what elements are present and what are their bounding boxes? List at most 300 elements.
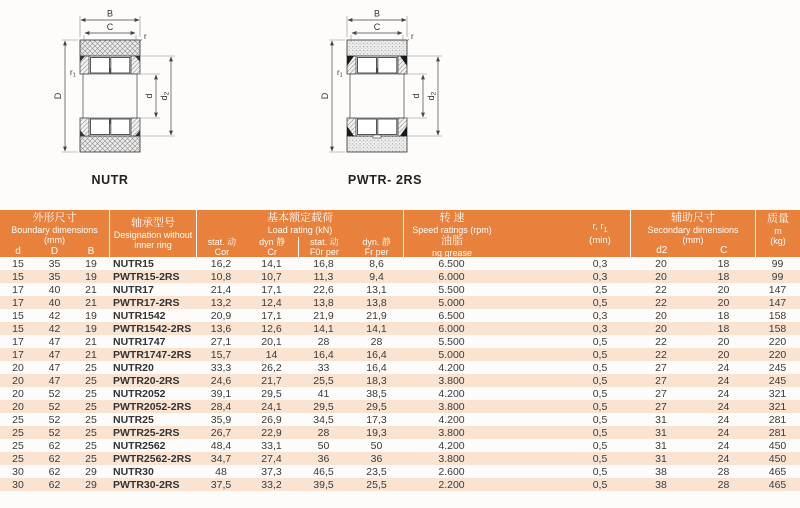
value-cell: 0,5 [592,426,608,439]
value-cell: 47 [48,348,61,361]
outer-ring-bottom [80,136,140,152]
value-cell: 42 [48,322,61,335]
value-cell: 6.500 [438,257,465,270]
table-row [0,335,800,348]
value-cell: 19 [85,257,97,270]
dim-label-d2: d2 [159,91,171,101]
designation-cell: NUTR20 [113,361,154,374]
value-cell: 17 [12,283,24,296]
value-cell: 35 [48,270,61,283]
inner-ring-bore [350,74,404,118]
value-cell: 147 [768,283,787,296]
value-cell: 6.500 [438,309,465,322]
dim-label-B: B [373,8,381,19]
dim-label-r1: r1 [70,68,76,79]
value-cell: 15,7 [210,348,232,361]
table-row [0,387,800,400]
header-speed-ratings [403,210,570,257]
value-cell: 29 [85,465,97,478]
value-cell: 52 [48,387,61,400]
value-cell: 62 [48,478,61,491]
value-cell: 29,5 [261,387,282,400]
table-row [0,452,800,465]
outer-ring-top [347,40,407,56]
value-cell: 25 [12,426,24,439]
col-label-B: B [87,246,95,257]
value-cell: 465 [768,478,787,491]
value-cell: 48 [215,465,227,478]
value-cell: 30 [12,465,24,478]
value-cell: 31 [655,439,667,452]
header-designation-en1: Designation without [113,230,193,240]
value-cell: 0,5 [592,348,608,361]
value-cell: 17 [12,348,24,361]
value-cell: 22 [655,335,667,348]
value-cell: 62 [48,465,61,478]
value-cell: 21 [85,296,97,309]
value-cell: 0,3 [592,322,608,335]
header-load-en: Load rating (kN) [267,225,333,235]
bearing-data-table [0,210,800,491]
value-cell: 2.200 [438,478,465,491]
value-cell: 50 [370,439,383,452]
header-speed-en: Speed ratings (rpm) [412,225,492,235]
value-cell: 47 [48,335,61,348]
value-cell: 14,1 [366,322,387,335]
value-cell: 245 [768,361,787,374]
designation-cell: NUTR2562 [113,439,166,452]
value-cell: 34,7 [210,452,232,465]
value-cell: 27,4 [261,452,282,465]
value-cell: 99 [771,270,784,283]
value-cell: 30 [12,478,24,491]
value-cell: 21,9 [366,309,387,322]
value-cell: 25 [12,413,24,426]
value-cell: 26,9 [261,413,282,426]
value-cell: 20 [717,283,730,296]
value-cell: 37,3 [261,465,282,478]
value-cell: 15 [12,257,24,270]
value-cell: 16,8 [313,257,334,270]
designation-cell: PWTR20-2RS [113,374,180,387]
value-cell: 26,7 [210,426,232,439]
dim-label-r1: r1 [337,68,343,79]
value-cell: 12,4 [261,296,282,309]
value-cell: 35 [48,257,61,270]
value-cell: 28 [317,426,330,439]
table-row [0,439,800,452]
inner-ring-bore [83,74,137,118]
value-cell: 5.000 [438,296,465,309]
table-row [0,322,800,335]
value-cell: 22 [655,296,667,309]
header-boundary-zh: 外形尺寸 [32,212,77,224]
value-cell: 29 [85,478,97,491]
value-cell: 16,4 [366,361,387,374]
value-cell: 450 [768,439,787,452]
header-r-label: r, $r_1$ [592,220,608,234]
value-cell: 5.500 [438,335,465,348]
value-cell: 28 [717,478,730,491]
designation-cell: PWTR25-2RS [113,426,180,439]
value-cell: 38 [655,465,667,478]
designation-cell: NUTR25 [113,413,154,426]
outer-ring-top [80,40,140,56]
header-secondary-zh: 辅助尺寸 [671,212,715,224]
value-cell: 6.000 [438,270,465,283]
header-r-min-label: (min) [589,235,611,247]
value-cell: 20 [12,400,24,413]
value-cell: 20 [717,335,730,348]
value-cell: 34,5 [313,413,334,426]
table-row [0,309,800,322]
value-cell: 6.000 [438,322,465,335]
value-cell: 17,1 [261,309,282,322]
value-cell: 25,5 [313,374,334,387]
value-cell: 16,2 [210,257,232,270]
figure-caption-pwtr-2rs: PWTR- 2RS [347,173,423,187]
value-cell: 14 [265,348,278,361]
value-cell: 52 [48,426,61,439]
value-cell: 20 [12,374,24,387]
value-cell: 18 [717,257,730,270]
value-cell: 22,6 [313,283,334,296]
value-cell: 17 [12,296,24,309]
value-cell: 38 [655,478,667,491]
value-cell: 24 [717,400,730,413]
header-mass-unit: (kg) [770,236,786,246]
value-cell: 19 [85,309,97,322]
value-cell: 20 [655,309,667,322]
value-cell: 28 [370,335,383,348]
value-cell: 17 [12,335,24,348]
roller [111,58,130,74]
value-cell: 3.800 [438,400,465,413]
header-load-zh: 基本额定载荷 [267,212,333,224]
value-cell: 21,4 [210,283,232,296]
header-load-subcols [197,237,403,257]
value-cell: 13,1 [366,283,387,296]
value-cell: 21 [85,283,97,296]
value-cell: 0,3 [592,309,608,322]
value-cell: 4.200 [438,439,465,452]
value-cell: 50 [317,439,330,452]
value-cell: 31 [655,413,667,426]
value-cell: 24,6 [210,374,232,387]
value-cell: 158 [768,322,787,335]
value-cell: 20 [12,361,24,374]
value-cell: 41 [317,387,330,400]
value-cell: 24 [717,361,730,374]
value-cell: 25 [85,452,97,465]
value-cell: 48,4 [210,439,232,452]
designation-cell: PWTR30-2RS [113,478,180,491]
header-mass-zh: 质量 [767,213,789,225]
value-cell: 36 [317,452,330,465]
value-cell: 20 [717,348,730,361]
value-cell: 20,1 [261,335,282,348]
value-cell: 0,5 [592,452,608,465]
ext-lines-D [62,40,78,152]
header-speed-zh2: 油脂 [441,235,463,247]
header-speed-en2: ng grease [431,248,473,257]
value-cell: 15 [12,322,24,335]
roller [358,119,377,135]
value-cell: 25 [85,387,97,400]
value-cell: 28 [317,335,330,348]
value-cell: 3.800 [438,452,465,465]
value-cell: 31 [655,426,667,439]
value-cell: 27,1 [210,335,232,348]
value-cell: 20 [655,257,667,270]
value-cell: 16,4 [313,348,334,361]
header-boundary-unit: (mm) [44,235,65,245]
value-cell: 0,5 [592,361,608,374]
value-cell: 321 [768,400,787,413]
value-cell: 0,5 [592,439,608,452]
value-cell: 22 [655,283,667,296]
value-cell: 36 [370,452,383,465]
value-cell: 281 [768,426,787,439]
value-cell: 0,5 [592,478,608,491]
value-cell: 25 [85,439,97,452]
dim-label-d: d [144,93,154,99]
value-cell: 39,1 [210,387,232,400]
table-row [0,283,800,296]
value-cell: 17,1 [261,283,282,296]
header-boundary-dimensions [0,210,109,257]
designation-cell: NUTR17 [113,283,154,296]
designation-cell: PWTR1542-2RS [113,322,192,335]
value-cell: 0,5 [592,465,608,478]
value-cell: 21 [85,335,97,348]
value-cell: 24 [717,439,730,452]
table-row [0,361,800,374]
designation-cell: NUTR1747 [113,335,166,348]
value-cell: 24 [717,426,730,439]
value-cell: 13,8 [366,296,387,309]
value-cell: 20 [717,296,730,309]
header-designation-zh: 轴承型号 [131,217,175,229]
header-secondary-dimensions [630,210,755,257]
value-cell: 0,5 [592,283,608,296]
col-label-d2: d2 [656,245,668,256]
table-header [0,210,800,257]
header-mass-m: m [774,226,782,236]
value-cell: 25 [85,400,97,413]
dim-label-C: C [106,22,114,32]
value-cell: 24 [717,413,730,426]
header-mass [755,210,800,257]
value-cell: 40 [48,296,61,309]
value-cell: 31 [655,452,667,465]
value-cell: 62 [48,439,61,452]
header-load-rating [196,210,403,257]
value-cell: 5.000 [438,348,465,361]
value-cell: 52 [48,413,61,426]
value-cell: 20 [12,387,24,400]
value-cell: 46,5 [313,465,334,478]
value-cell: 0,5 [592,335,608,348]
value-cell: 245 [768,374,787,387]
value-cell: 0,3 [592,270,608,283]
value-cell: 14,1 [261,257,282,270]
value-cell: 18 [717,322,730,335]
value-cell: 40 [48,283,61,296]
value-cell: 33 [317,361,330,374]
value-cell: 25 [85,413,97,426]
value-cell: 10,7 [261,270,282,283]
value-cell: 220 [768,335,787,348]
value-cell: 147 [768,296,787,309]
value-cell: 25 [12,452,24,465]
value-cell: 18,3 [366,374,387,387]
table-row [0,465,800,478]
table-row [0,478,800,491]
header-designation-en2: inner ring [134,240,172,250]
value-cell: 15 [12,309,24,322]
value-cell: 22 [655,348,667,361]
value-cell: 35,9 [210,413,232,426]
value-cell: 27 [655,374,667,387]
value-cell: 11,3 [313,270,334,283]
value-cell: 20,9 [210,309,232,322]
value-cell: 13,8 [313,296,334,309]
value-cell: 99 [771,257,784,270]
designation-cell: PWTR17-2RS [113,296,180,309]
value-cell: 4.200 [438,361,465,374]
lube-notch [373,135,381,138]
value-cell: 19,3 [366,426,387,439]
value-cell: 20 [655,322,667,335]
value-cell: 25 [12,439,24,452]
designation-cell: NUTR1542 [113,309,166,322]
table-row [0,270,800,283]
value-cell: 29,5 [366,400,387,413]
table-row [0,374,800,387]
value-cell: 18 [717,270,730,283]
designation-cell: NUTR30 [113,465,154,478]
value-cell: 42 [48,309,61,322]
dim-label-D: D [53,92,63,100]
col-label-d: d [15,246,21,257]
header-secondary-subcols [631,245,755,257]
value-cell: 20 [655,270,667,283]
header-secondary-en: Secondary dimensions [647,225,739,235]
value-cell: 17,3 [366,413,387,426]
roller [91,58,110,74]
dim-label-B: B [106,8,114,19]
pwtr-2rs-bearing-drawing [287,6,487,166]
designation-cell: PWTR15-2RS [113,270,180,283]
table-row [0,296,800,309]
value-cell: 21 [85,348,97,361]
value-cell: 33,1 [261,439,282,452]
value-cell: 4.200 [438,413,465,426]
nutr-bearing-drawing [20,6,220,166]
value-cell: 9,4 [369,270,384,283]
value-cell: 26,2 [261,361,282,374]
value-cell: 465 [768,465,787,478]
value-cell: 220 [768,348,787,361]
dim-label-D: D [320,92,330,100]
roller [91,119,110,135]
col-fr-per: dyn. 静 Fr per [362,237,391,257]
value-cell: 38,5 [366,387,387,400]
value-cell: 23,5 [366,465,387,478]
dim-label-d: d [411,93,421,99]
roller [378,58,397,74]
value-cell: 25 [85,361,97,374]
col-label-C2: C [720,245,728,256]
designation-cell: PWTR1747-2RS [113,348,192,361]
value-cell: 12,6 [261,322,282,335]
table-row [0,413,800,426]
value-cell: 0,5 [592,374,608,387]
value-cell: 450 [768,452,787,465]
value-cell: 25,5 [366,478,387,491]
value-cell: 3.800 [438,426,465,439]
col-f0r-per: stat. 动 F0r per [298,237,351,257]
col-cor: stat. 动 Cor [207,237,237,257]
value-cell: 19 [85,322,97,335]
header-speed-zh: 转 速 [439,212,465,224]
header-r-min [570,210,630,257]
value-cell: 13,2 [210,296,232,309]
value-cell: 0,3 [592,257,608,270]
value-cell: 25 [85,374,97,387]
value-cell: 14,1 [313,322,334,335]
value-cell: 13,6 [210,322,232,335]
value-cell: 8,6 [369,257,384,270]
value-cell: 0,5 [592,387,608,400]
table-row [0,426,800,439]
designation-cell: NUTR15 [113,257,154,270]
value-cell: 24 [717,387,730,400]
value-cell: 321 [768,387,787,400]
value-cell: 62 [48,452,61,465]
value-cell: 33,2 [261,478,282,491]
value-cell: 16,4 [366,348,387,361]
value-cell: 47 [48,361,61,374]
value-cell: 0,5 [592,296,608,309]
header-boundary-en: Boundary dimensions [11,225,98,235]
col-label-D: D [50,246,59,257]
header-designation [109,210,196,257]
value-cell: 27 [655,400,667,413]
roller [378,119,397,135]
value-cell: 39,5 [313,478,334,491]
value-cell: 22,9 [261,426,282,439]
value-cell: 25 [85,426,97,439]
value-cell: 24 [717,452,730,465]
ext-lines-D [329,40,345,152]
figure-caption-nutr: NUTR [91,173,129,187]
designation-cell: PWTR2052-2RS [113,400,192,413]
table-body [0,257,800,491]
designation-cell: PWTR2562-2RS [113,452,192,465]
value-cell: 21,7 [261,374,282,387]
roller [111,119,130,135]
value-cell: 24 [717,374,730,387]
header-boundary-subcols [0,245,109,257]
value-cell: 2.600 [438,465,465,478]
dim-label-r: r [411,32,414,41]
value-cell: 3.800 [438,374,465,387]
value-cell: 28 [717,465,730,478]
dim-label-d2: d2 [426,91,438,101]
value-cell: 28,4 [210,400,232,413]
